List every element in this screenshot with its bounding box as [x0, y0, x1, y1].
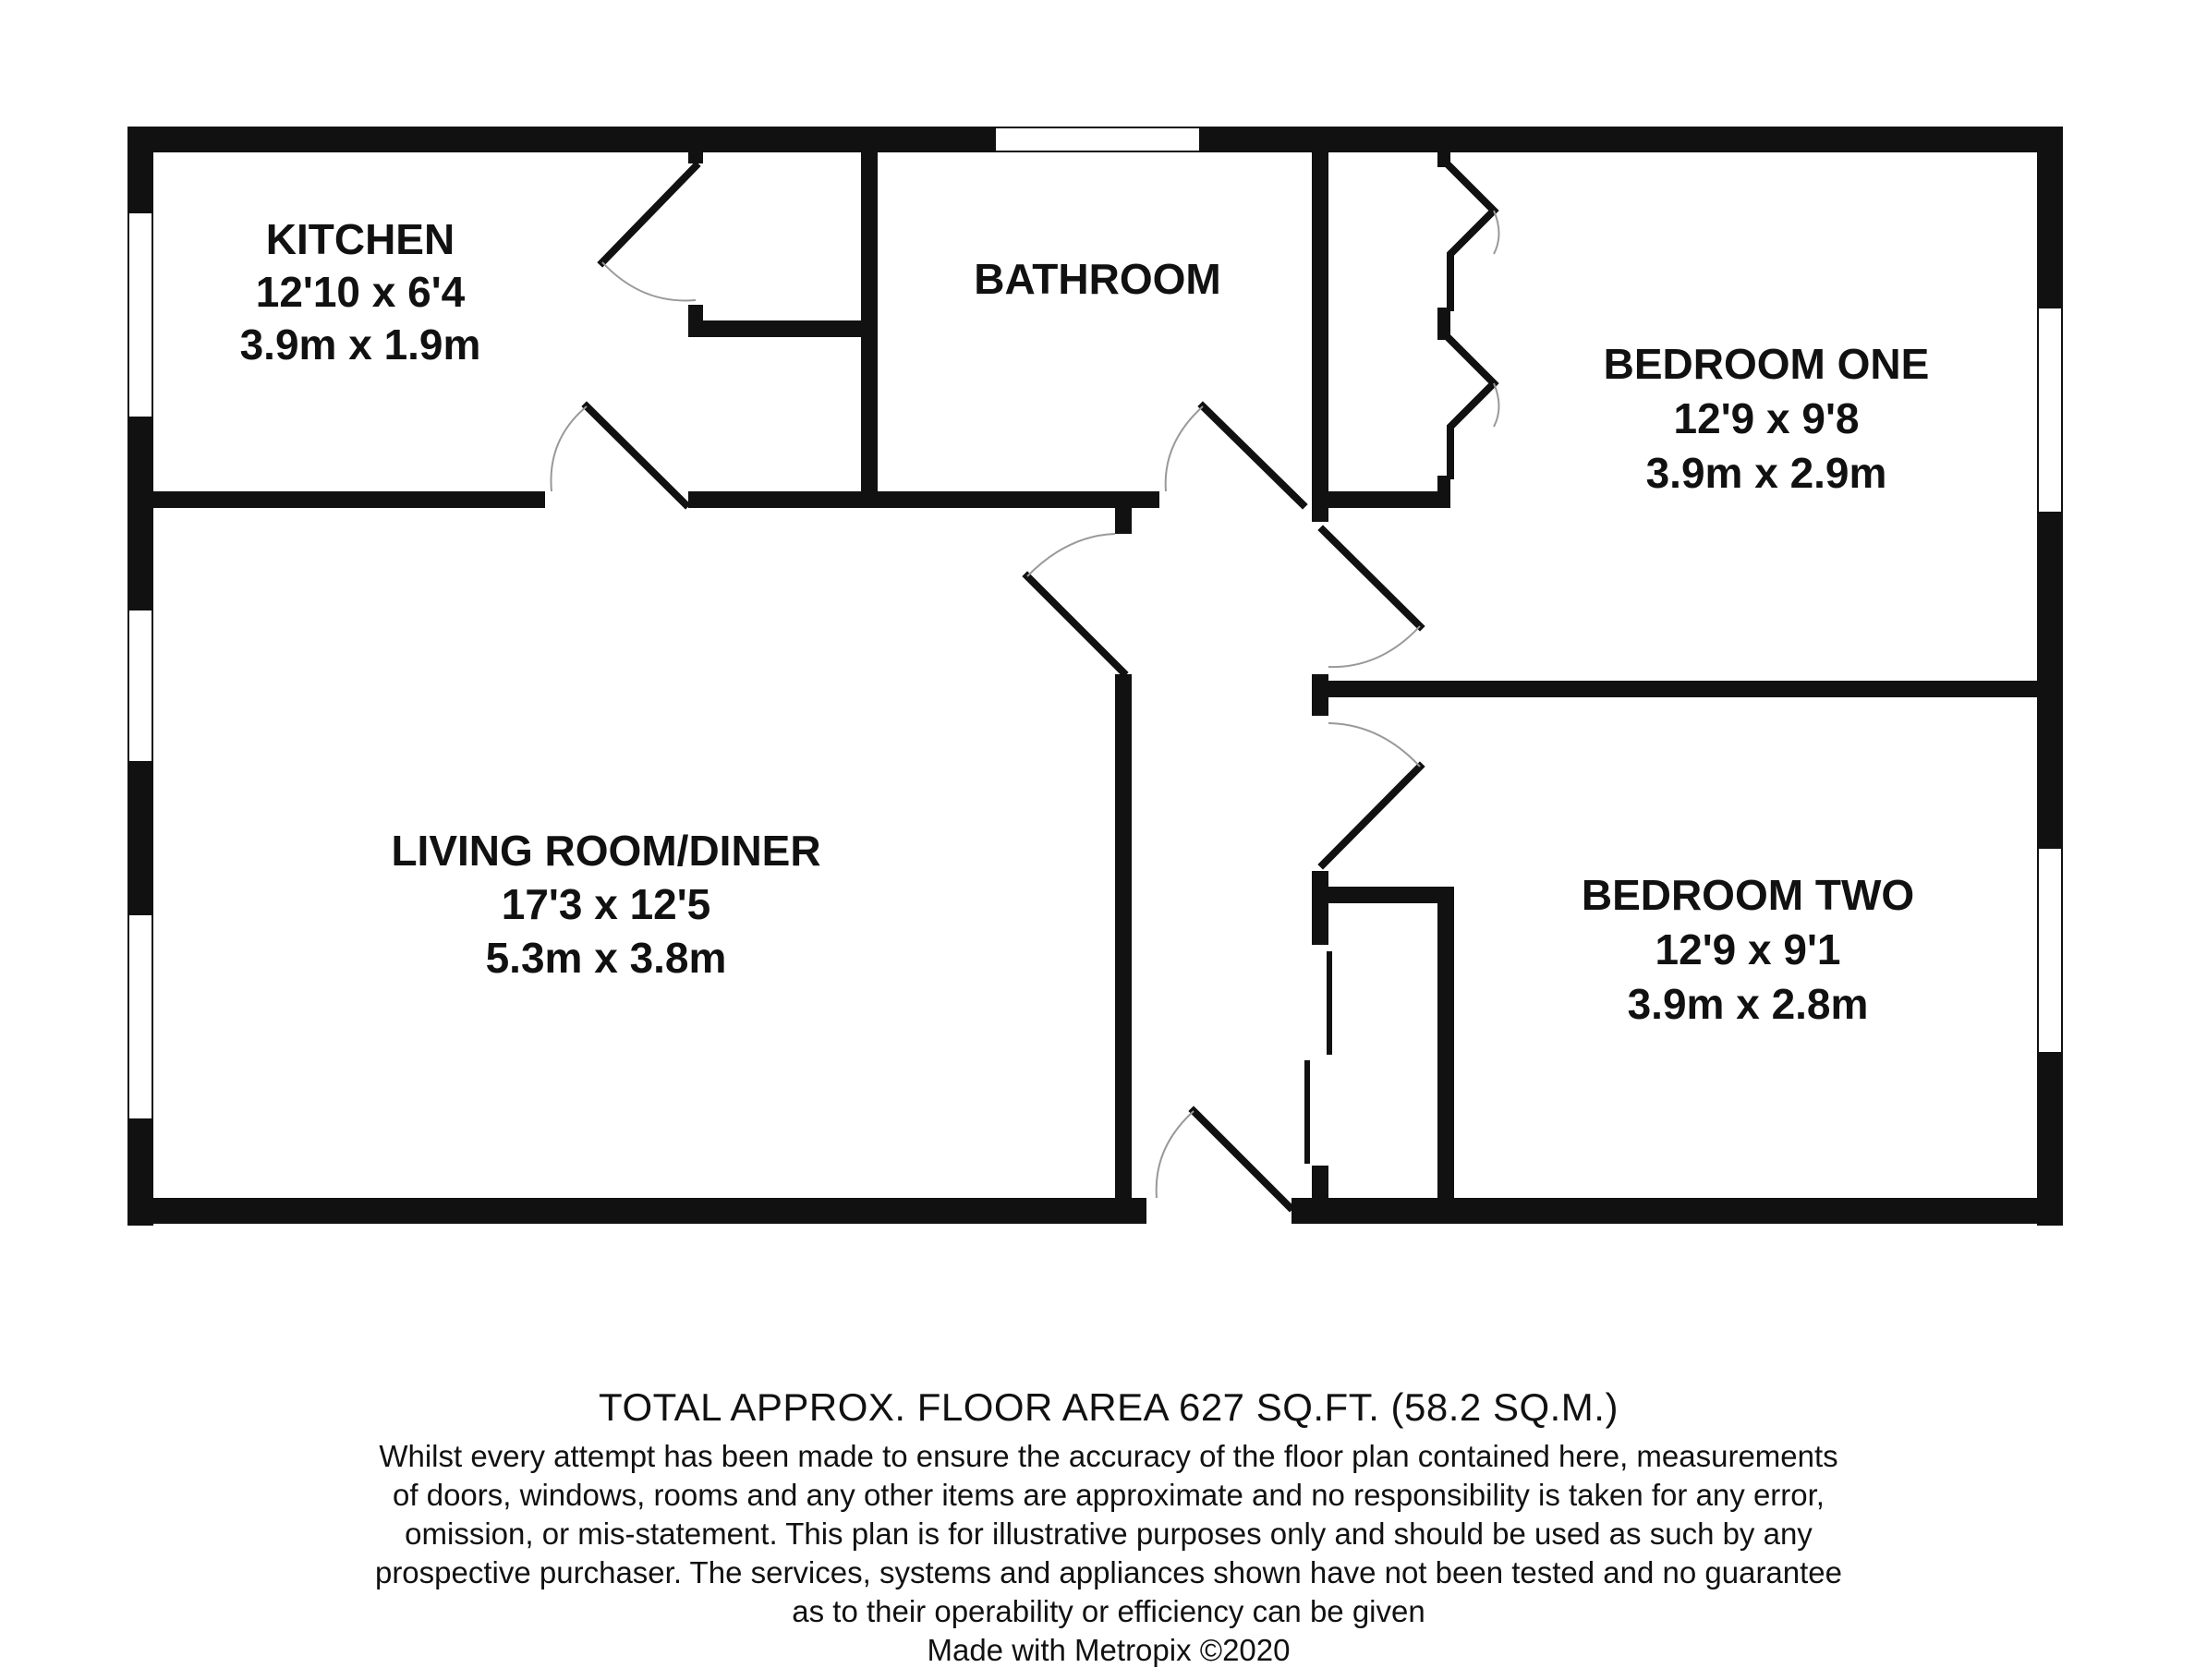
door-entrance-leaf — [1194, 1111, 1290, 1207]
swing-kitchen-cupboard — [602, 262, 696, 300]
wardrobe-bifold-lower — [1450, 340, 1494, 476]
cupboard-slider-b — [1304, 1060, 1310, 1164]
living-wall-right — [1115, 674, 1132, 1198]
living-name: LIVING ROOM/DINER — [391, 827, 821, 875]
living-imperial: 17'3 x 12'5 — [501, 880, 711, 928]
swing-bedroom-one — [1328, 626, 1420, 667]
window-living-upper — [128, 610, 152, 762]
swing-bathroom — [1166, 406, 1203, 491]
kitchen-cupboard-wall-h — [688, 320, 878, 337]
disclaimer-line: omission, or mis-statement. This plan is for illustrative purposes only and should be used as such by any — [405, 1517, 1813, 1551]
cupboard-slider-a — [1327, 951, 1332, 1055]
window-bathroom — [995, 127, 1200, 151]
outer-wall-right — [2037, 127, 2063, 1226]
cupboard-wall-right — [1437, 887, 1454, 1198]
swing-entrance — [1157, 1111, 1194, 1198]
bedroom-one-metric: 3.9m x 2.9m — [1645, 449, 1887, 497]
bathroom-name: BATHROOM — [974, 255, 1221, 303]
window-living-lower — [128, 914, 152, 1119]
wardrobe-bifold-upper — [1450, 167, 1494, 308]
bedroom-one-wardrobe-wall — [1328, 491, 1450, 508]
swing-living — [1027, 534, 1115, 576]
door-swings — [551, 211, 1498, 1198]
made-with-credit: Made with Metropix ©2020 — [927, 1633, 1291, 1667]
bedroom-one-imperial: 12'9 x 9'8 — [1673, 394, 1860, 442]
cupboard-wall-top — [1312, 887, 1454, 903]
hall-wall-lower-stub — [1312, 871, 1328, 945]
disclaimer-line: Whilst every attempt has been made to ensure the accuracy of the floor plan contained here, measurements — [379, 1439, 1838, 1473]
kitchen-imperial: 12'10 x 6'4 — [255, 268, 466, 316]
kitchen-metric: 3.9m x 1.9m — [239, 320, 481, 369]
hall-wall-stub-top — [1115, 508, 1132, 534]
room-labels — [240, 215, 1930, 1028]
disclaimer-line: as to their operability or efficiency can be given — [792, 1594, 1425, 1628]
total-floor-area: TOTAL APPROX. FLOOR AREA 627 SQ.FT. (58.2 SQ.M.) — [599, 1385, 1619, 1429]
wardrobe-stub-c — [1437, 476, 1450, 508]
footer — [351, 1384, 1866, 1670]
kitchen-cupboard-stub-bottom — [688, 305, 703, 337]
swing-wardrobe-lower — [1494, 383, 1499, 427]
kitchen-wall-bottom-left — [153, 491, 545, 508]
kitchen-name: KITCHEN — [265, 215, 455, 263]
living-metric: 5.3m x 3.8m — [485, 934, 727, 982]
door-bedroom-one-leaf — [1323, 530, 1420, 626]
outer-wall-bottom-right — [1292, 1198, 2063, 1224]
door-bedroom-two-leaf — [1323, 767, 1420, 864]
bedroom-two-metric: 3.9m x 2.8m — [1627, 980, 1869, 1028]
swing-kitchen — [551, 406, 587, 491]
kitchen-wall-bottom-right — [688, 491, 1159, 508]
bedroom-one-name: BEDROOM ONE — [1603, 340, 1930, 388]
outer-wall-bottom-left — [127, 1198, 1146, 1224]
disclaimer-line: of doors, windows, rooms and any other items are approximate and no responsibility is taken for any error, — [393, 1478, 1825, 1512]
bedroom-two-name: BEDROOM TWO — [1581, 871, 1915, 919]
swing-wardrobe-upper — [1494, 211, 1499, 254]
window-kitchen — [128, 212, 152, 417]
bathroom-wall-right — [1312, 152, 1328, 522]
disclaimer — [351, 1437, 1866, 1631]
door-kitchen-cupboard-leaf — [602, 166, 696, 262]
window-bedroom-one — [2038, 308, 2062, 513]
door-kitchen-leaf — [587, 406, 685, 504]
window-bedroom-two — [2038, 848, 2062, 1053]
bedroom-divider — [1312, 681, 2037, 697]
hall-wall-bottom-stub — [1312, 1166, 1328, 1198]
door-bathroom-leaf — [1203, 406, 1303, 504]
swing-bedroom-two — [1328, 723, 1420, 767]
bedroom-two-imperial: 12'9 x 9'1 — [1655, 925, 1841, 973]
wardrobe-stub-b — [1437, 308, 1450, 340]
disclaimer-line: prospective purchaser. The services, systems and appliances shown have not been tested and no guarantee — [374, 1555, 1843, 1589]
door-living-leaf — [1027, 576, 1123, 672]
